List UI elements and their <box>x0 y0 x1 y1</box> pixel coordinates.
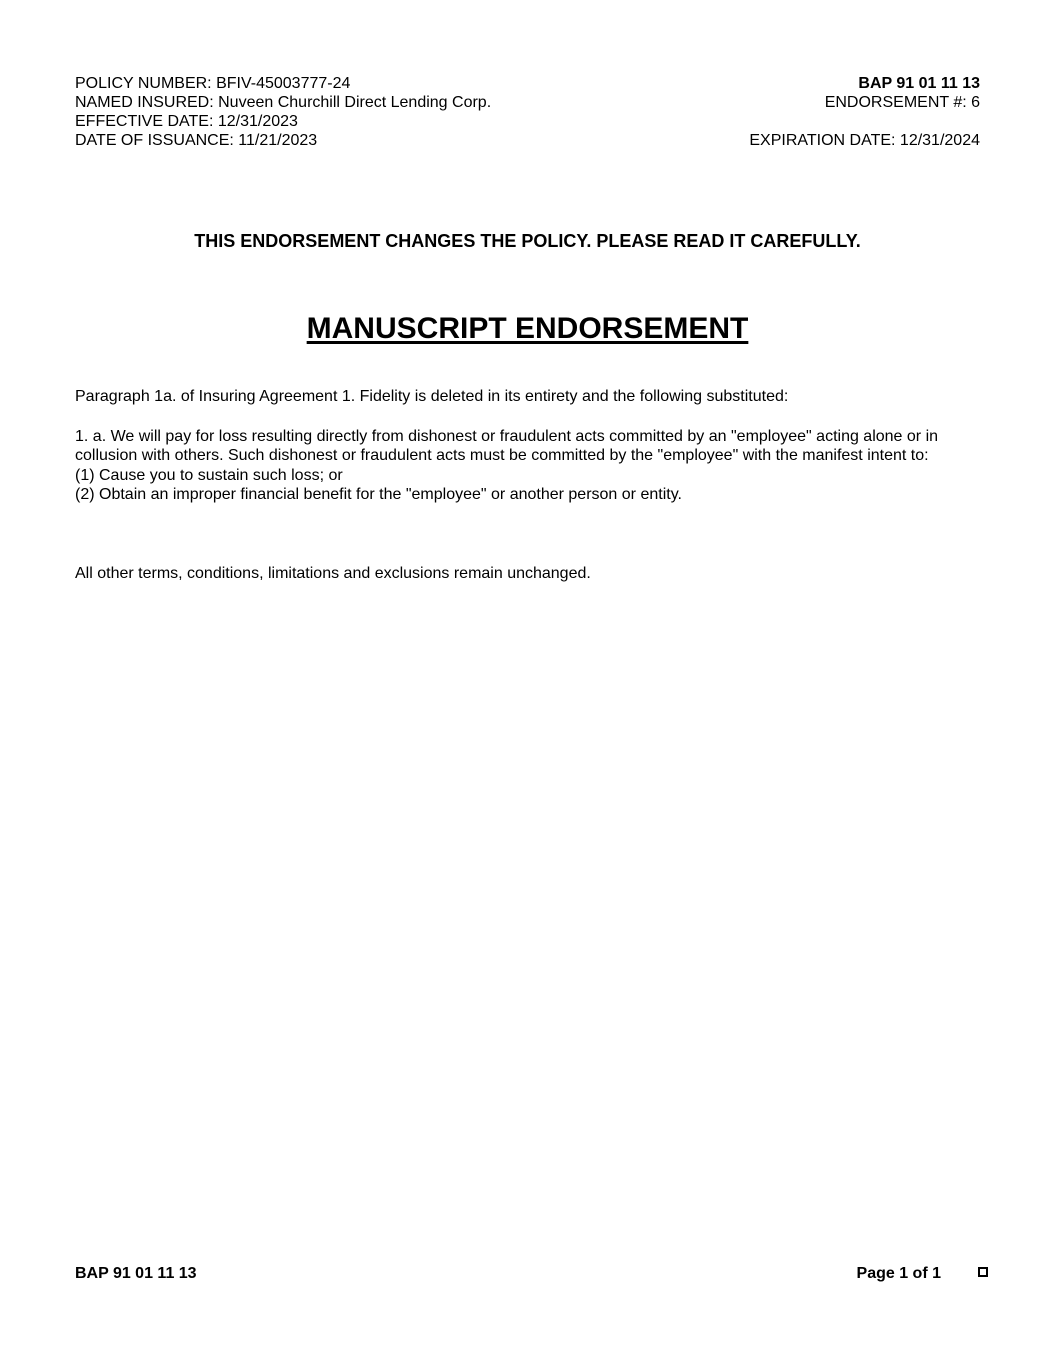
header-spacer <box>680 112 980 131</box>
insuring-paragraph: 1. a. We will pay for loss resulting directly from dishonest or fraudulent acts committed by an "employee" acting alone or in collusion with others. Such dishonest or fraudulent acts must be committed by the "employee" with the manifest intent to: <box>75 427 939 464</box>
effective-date: EFFECTIVE DATE: 12/31/2023 <box>75 113 298 130</box>
policy-number: POLICY NUMBER: BFIV-45003777-24 <box>75 75 351 92</box>
endorsement-notice: THIS ENDORSEMENT CHANGES THE POLICY. PLEASE READ IT CAREFULLY. <box>194 231 861 251</box>
form-info-block <box>680 74 980 150</box>
form-id: BAP 91 01 11 13 <box>858 75 980 92</box>
expiration-date: EXPIRATION DATE: 12/31/2024 <box>749 132 980 149</box>
square-checkbox-icon <box>978 1267 988 1277</box>
intro-paragraph: Paragraph 1a. of Insuring Agreement 1. Fidelity is deleted in its entirety and the following substituted: <box>75 388 789 405</box>
endorsement-number: ENDORSEMENT #: 6 <box>824 94 980 111</box>
endorsement-body <box>75 387 980 583</box>
named-insured: NAMED INSURED: Nuveen Churchill Direct Lending Corp. <box>75 94 492 111</box>
date-of-issuance: DATE OF ISSUANCE: 11/21/2023 <box>75 132 318 149</box>
footer-form-id: BAP 91 01 11 13 <box>75 1265 197 1282</box>
footer-page-number: Page 1 of 1 <box>856 1265 941 1282</box>
closing-paragraph: All other terms, conditions, limitations and exclusions remain unchanged. <box>75 564 591 582</box>
page-title: MANUSCRIPT ENDORSEMENT <box>306 312 749 345</box>
list-item-1: (1) Cause you to sustain such loss; or <box>75 466 343 484</box>
policy-info-block <box>75 74 515 150</box>
list-item-2: (2) Obtain an improper financial benefit for the "employee" or another person or entity. <box>75 486 682 503</box>
